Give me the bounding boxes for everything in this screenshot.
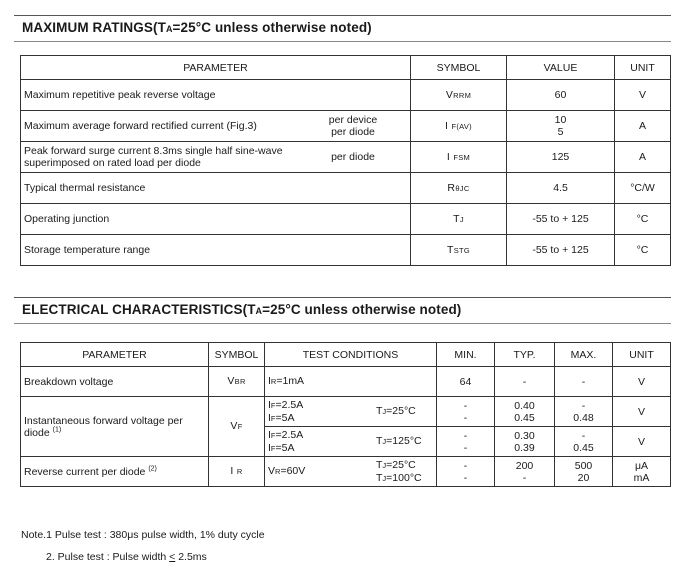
min-b: - [463, 471, 468, 484]
symbol-cell [411, 142, 507, 173]
symbol-sub: BR [234, 377, 246, 386]
max-b: 0.48 [573, 411, 594, 424]
maximum-ratings-header [14, 15, 671, 42]
symbol-sub: F [237, 422, 243, 431]
max-b: 0.45 [573, 441, 594, 454]
unit-cell [613, 457, 671, 487]
table-row [21, 173, 671, 204]
header-parameter: PARAMETER [21, 343, 209, 367]
value-cell: 4.5 [507, 173, 615, 204]
title-rest: =25°C unless otherwise noted) [172, 20, 372, 35]
param-cell: Breakdown voltage [21, 367, 209, 397]
temp-conditions [376, 459, 422, 485]
typ-cell [495, 457, 555, 487]
max-cell: - [555, 367, 613, 397]
symbol-sub: θJC [455, 183, 470, 193]
title-subscript: A [255, 306, 263, 316]
symbol-sub: J [459, 214, 464, 224]
max-a: 500 [574, 459, 593, 472]
param-text: Reverse current per diode [24, 465, 146, 478]
param-footnote: (2) [148, 465, 157, 472]
min-cell [437, 427, 495, 457]
cond-sub: R [270, 377, 277, 386]
cond-sub: F [270, 400, 276, 410]
symbol-main: V [227, 375, 235, 387]
symbol-main: V [230, 420, 238, 432]
symbol-main: T [446, 243, 454, 256]
symbol-cell [411, 173, 507, 204]
unit-cell: V [615, 80, 671, 111]
typ-cell [495, 397, 555, 427]
temp-main: T [376, 458, 383, 471]
header-max: MAX. [555, 343, 613, 367]
title-rest: =25°C unless otherwise noted) [262, 302, 462, 317]
symbol-cell [411, 235, 507, 266]
cond-rest: =60V [280, 465, 306, 477]
max-a: - [581, 429, 586, 442]
param-cell [21, 397, 209, 457]
cond-rest: =1mA [276, 375, 305, 387]
header-value: VALUE [507, 56, 615, 80]
unit-cell: °C/W [615, 173, 671, 204]
typ-b: - [522, 471, 527, 484]
temp-condition [376, 435, 422, 448]
condition-cell [265, 427, 437, 457]
note1-prefix: Note.1 Pulse test : 380 [21, 529, 128, 541]
value-cell: -55 to + 125 [507, 235, 615, 266]
value-cell: -55 to + 125 [507, 204, 615, 235]
maximum-ratings-table [20, 55, 671, 266]
param-cell [21, 111, 411, 142]
cond-rest: =2.5A [275, 428, 304, 441]
param-footnote: (1) [52, 426, 62, 433]
header-symbol: SYMBOL [209, 343, 265, 367]
electrical-characteristics-table [20, 342, 671, 487]
param-text: Maximum average forward rectified current (Fig.3) [24, 120, 257, 132]
table-row [21, 142, 671, 173]
table-row [21, 367, 671, 397]
typ-b: 0.45 [514, 411, 535, 424]
param-line-a: Peak forward surge current 8.3ms single half sine-wave [24, 145, 283, 157]
cond-main: I [268, 441, 271, 454]
cond-main: I [268, 428, 271, 441]
symbol-cell [411, 204, 507, 235]
current-conditions [268, 429, 376, 455]
cond-sub: F [270, 443, 276, 453]
min-a: - [463, 429, 468, 442]
symbol-sub: R [236, 467, 243, 476]
param-cell: Storage temperature range [21, 235, 411, 266]
table-row [21, 80, 671, 111]
symbol-sub: STG [453, 245, 471, 255]
param-note: per diode [331, 151, 375, 163]
condition-cell [265, 367, 437, 397]
symbol-main: I [230, 465, 234, 477]
note2-rest: 2.5ms [175, 551, 207, 563]
title-subscript: A [165, 24, 173, 34]
cond-rest: =5A [275, 441, 295, 454]
header-typ: TYP. [495, 343, 555, 367]
table-row [21, 235, 671, 266]
temp-sub: J [382, 437, 387, 446]
cond-rest: =2.5A [275, 398, 304, 411]
max-cell [555, 397, 613, 427]
table-header-row [21, 343, 671, 367]
header-unit: UNIT [615, 56, 671, 80]
cond-main: I [268, 411, 271, 424]
max-cell [555, 427, 613, 457]
cond-main: I [268, 375, 271, 387]
min-cell [437, 457, 495, 487]
param-line-b: diode [24, 426, 50, 439]
symbol-main: I [445, 119, 449, 132]
value-cell: 60 [507, 80, 615, 111]
max-a: - [581, 399, 586, 412]
value-a: 10 [554, 114, 567, 126]
voltage-condition [268, 465, 376, 478]
max-b: 20 [577, 471, 590, 484]
value-b: 5 [557, 126, 564, 138]
symbol-cell [209, 397, 265, 457]
temp-sub: J [382, 460, 387, 470]
title-text: ELECTRICAL CHARACTERISTICS(T [22, 302, 256, 317]
cond-main: I [268, 398, 271, 411]
param-cell [21, 142, 411, 173]
symbol-cell [209, 367, 265, 397]
min-b: - [463, 411, 468, 424]
param-line-a: Instantaneous forward voltage per [24, 414, 183, 427]
cond-sub: F [270, 430, 276, 440]
min-a: - [463, 459, 468, 472]
param-cell: Operating junction [21, 204, 411, 235]
condition-cell [265, 397, 437, 427]
table-row [21, 204, 671, 235]
note-per-diode: per diode [331, 126, 375, 138]
maximum-ratings-title [22, 20, 372, 35]
param-cell: Maximum repetitive peak reverse voltage [21, 80, 411, 111]
temp-condition [376, 405, 416, 418]
temp-sub: J [382, 407, 387, 416]
symbol-main: R [447, 181, 456, 194]
typ-a: 0.40 [514, 399, 535, 412]
temp-rest: =100°C [386, 471, 422, 484]
unit-cell: V [613, 427, 671, 457]
temp-rest: =25°C [386, 458, 416, 471]
note-pulse-test-2 [46, 551, 207, 563]
temp-rest: =25°C [386, 405, 416, 417]
unit-cell: V [613, 397, 671, 427]
symbol-sub: F(AV) [451, 121, 472, 131]
title-text: MAXIMUM RATINGS(T [22, 20, 166, 35]
header-test-conditions: TEST CONDITIONS [265, 343, 437, 367]
cond-rest: =5A [275, 411, 295, 424]
note2-prefix: 2. Pulse test : Pulse width [46, 551, 170, 563]
typ-cell: - [495, 367, 555, 397]
temp-main: T [376, 405, 383, 417]
table-row [21, 111, 671, 142]
param-line-b: superimposed on rated load per diode [24, 157, 201, 169]
symbol-cell [411, 80, 507, 111]
current-conditions [268, 399, 376, 425]
param-cell: Typical thermal resistance [21, 173, 411, 204]
note1-unit: μs [127, 529, 139, 541]
symbol-main: T [453, 212, 460, 225]
note-per-device: per device [328, 114, 378, 126]
typ-a: 0.30 [514, 429, 535, 442]
electrical-characteristics-title [22, 302, 461, 317]
header-symbol: SYMBOL [411, 56, 507, 80]
header-parameter: PARAMETER [21, 56, 411, 80]
min-b: - [463, 441, 468, 454]
typ-a: 200 [515, 459, 534, 472]
min-cell [437, 397, 495, 427]
symbol-cell [411, 111, 507, 142]
symbol-cell [209, 457, 265, 487]
note-pulse-test-1 [21, 529, 265, 541]
temp-sub: J [382, 473, 387, 483]
param-notes [324, 114, 382, 138]
symbol-sub: FSM [453, 152, 471, 162]
header-min: MIN. [437, 343, 495, 367]
min-a: - [463, 399, 468, 412]
symbol-main: I [446, 150, 451, 163]
temp-rest: =125°C [386, 435, 422, 447]
param-cell [21, 457, 209, 487]
symbol-sub: RRM [453, 90, 472, 100]
unit-cell: V [613, 367, 671, 397]
table-row [21, 457, 671, 487]
cond-sub: F [270, 413, 276, 423]
min-cell: 64 [437, 367, 495, 397]
temp-main: T [376, 435, 383, 447]
param-text [24, 145, 324, 169]
unit-cell: °C [615, 204, 671, 235]
header-unit: UNIT [613, 343, 671, 367]
symbol-main: V [445, 88, 454, 101]
temp-main: T [376, 471, 383, 484]
cond-main: V [268, 465, 276, 477]
unit-cell: °C [615, 235, 671, 266]
typ-b: 0.39 [514, 441, 535, 454]
unit-b: mA [633, 471, 650, 484]
cond-sub: R [275, 467, 281, 476]
unit-cell: A [615, 142, 671, 173]
electrical-characteristics-header [14, 297, 671, 324]
table-row [21, 397, 671, 427]
value-cell [507, 111, 615, 142]
unit-cell: A [615, 111, 671, 142]
max-cell [555, 457, 613, 487]
value-cell: 125 [507, 142, 615, 173]
table-header-row [21, 56, 671, 80]
note2-le-symbol: < [169, 551, 176, 563]
condition-cell [265, 457, 437, 487]
note1-rest: pulse width, 1% duty cycle [138, 529, 265, 541]
typ-cell [495, 427, 555, 457]
unit-a: μA [634, 459, 649, 472]
